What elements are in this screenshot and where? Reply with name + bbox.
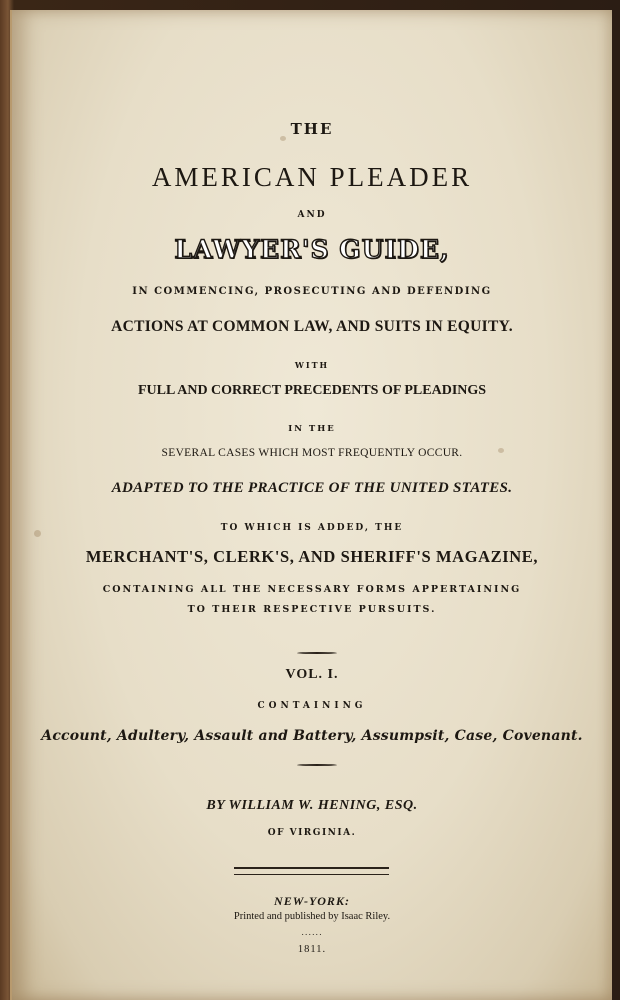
subtitle-magazine: MERCHANT'S, CLERK'S, AND SHERIFF'S MAGAZINE, (85, 547, 539, 566)
connector-in-the: IN THE (288, 424, 336, 434)
author-line: BY WILLIAM W. HENING, ESQ. (206, 798, 418, 813)
volume-number: VOL. I. (285, 667, 339, 682)
connector-to-which: TO WHICH IS ADDED, THE (220, 523, 404, 533)
imprint-place: NEW-YORK: (274, 894, 350, 908)
subtitle-precedents: FULL AND CORRECT PRECEDENTS OF PLEADINGS (137, 383, 487, 398)
imprint-year: 1811. (297, 944, 327, 955)
subjects-list: Account, Adultery, Assault and Battery, Assumpsit, Case, Covenant. (41, 728, 583, 744)
subtitle-adapted: ADAPTED TO THE PRACTICE OF THE UNITED STATES. (111, 480, 513, 496)
double-rule (234, 867, 389, 875)
title-page (10, 10, 612, 1000)
ornamental-rule (297, 764, 337, 766)
conjunction-and: AND (297, 210, 327, 220)
ornamental-rule (297, 652, 337, 654)
subtitle-several-cases: SEVERAL CASES WHICH MOST FREQUENTLY OCCUR. (161, 447, 463, 459)
connector-containing: CONTAINING (257, 701, 367, 711)
subtitle-forms-line-2: TO THEIR RESPECTIVE PURSUITS. (187, 604, 437, 615)
imprint-printer: Printed and published by Isaac Riley. (233, 911, 391, 922)
subtitle-forms-line-1: CONTAINING ALL THE NECESSARY FORMS APPERTAINING (102, 584, 522, 595)
main-title: AMERICAN PLEADER (151, 162, 473, 192)
connector-with: WITH (294, 360, 330, 370)
title-article: THE (290, 120, 334, 138)
guide-title: LAWYER'S GUIDE, (174, 235, 450, 264)
imprint-dots: ...... (301, 928, 323, 937)
subtitle-actions: ACTIONS AT COMMON LAW, AND SUITS IN EQUITY. (111, 318, 513, 335)
subtitle-commencing: IN COMMENCING, PROSECUTING AND DEFENDING (132, 286, 492, 297)
author-origin: OF VIRGINIA. (267, 828, 357, 838)
